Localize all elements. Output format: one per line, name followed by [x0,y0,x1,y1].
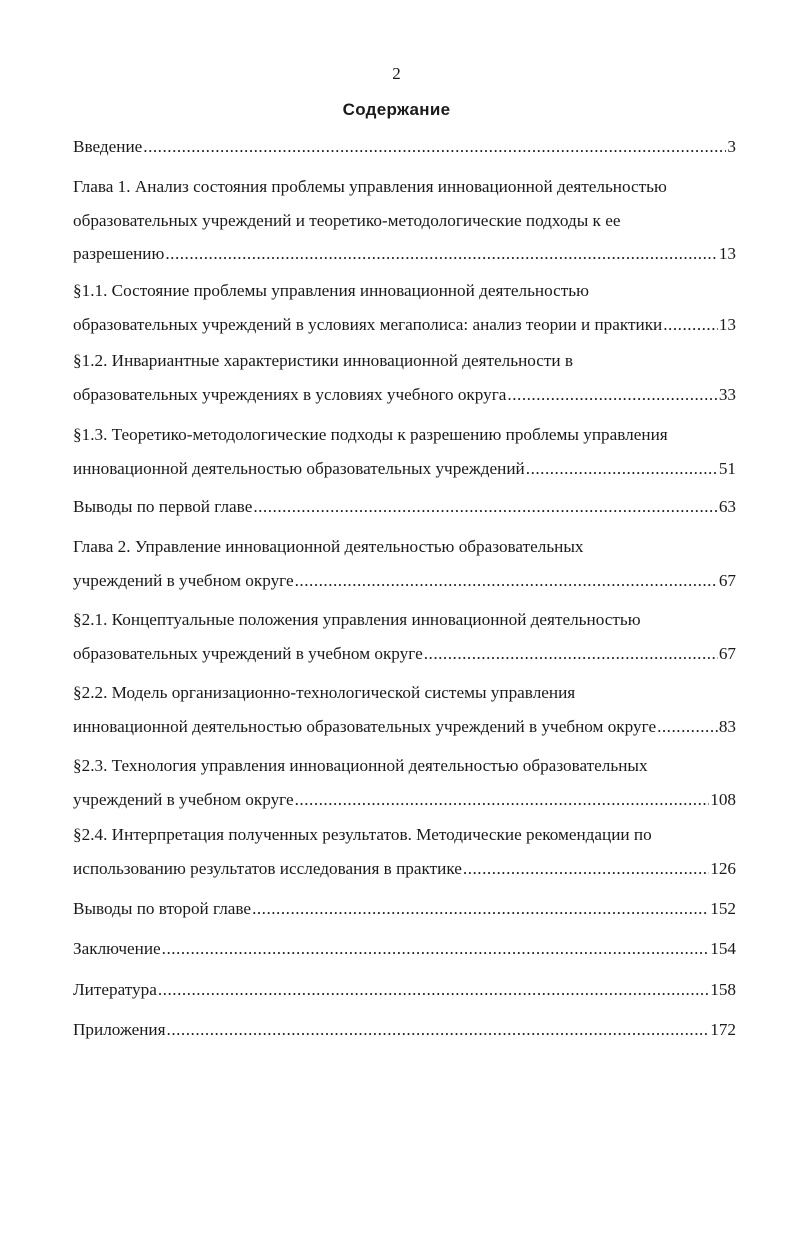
toc-entry-text: Заключение [73,939,161,958]
toc-leader-dots [165,237,717,271]
toc-page-number: 3 [727,137,736,156]
toc-page-number: 154 [710,939,736,958]
toc-page-number: 152 [710,899,736,918]
toc-entry-line [73,932,736,966]
toc-page-number: 67 [718,643,736,663]
toc-entry-section-2-2[interactable] [73,676,736,743]
toc-page-number: 108 [710,789,736,809]
toc-entry-chapter-2-conclusions[interactable] [73,892,736,926]
toc-entry-text: разрешению [73,244,165,263]
toc-entry-line [73,973,736,1007]
toc-entry-text: инновационной деятельностью образовательных учреждений в учебном округе [73,716,657,736]
toc-leader-dots [657,710,718,744]
toc-entry-text: Выводы по второй главе [73,899,252,918]
toc-entry-section-2-4[interactable] [73,818,736,885]
toc-entry-line [73,852,736,886]
toc-page-number: 13 [718,244,736,263]
toc-entry-text: образовательных учреждений в условиях мегаполиса: анализ теории и практики [73,314,663,334]
toc-entry-line [73,1013,736,1047]
page-number: 2 [392,64,401,83]
toc-entry-line [73,710,736,744]
toc-leader-dots [463,852,709,886]
toc-title: Содержание [342,100,451,119]
toc-page-number: 67 [718,570,736,590]
toc-page-number: 51 [718,458,736,478]
toc-entry-chapter-2[interactable] [73,530,736,597]
toc-entry-text: использованию результатов исследования в практике [73,858,462,878]
toc-page-number: 172 [710,1020,736,1039]
toc-entry-text: §1.3. Теоретико-методологические подходы к разрешению проблемы управления [73,425,668,444]
toc-entry-text: образовательных учреждений и теоретико-методологические подходы к ее [73,210,621,230]
toc-entry-text: Литература [73,980,157,999]
toc-page-number: 33 [718,384,736,404]
toc-entry-line [73,564,736,598]
toc-entry-section-1-3[interactable] [73,418,736,485]
toc-page-number: 63 [718,497,736,516]
toc-entry-line [73,308,736,342]
toc-leader-dots [663,308,718,342]
toc-entry-text: §2.1. Концептуальные положения управления инновационной деятельностью [73,610,641,629]
toc-entry-line [73,378,736,412]
toc-entry-section-1-1[interactable] [73,274,736,341]
toc-entry-text: образовательных учреждениях в условиях учебного округа [73,384,507,404]
toc-entry-text: §2.4. Интерпретация полученных результатов. Методические рекомендации по [73,825,652,844]
toc-leader-dots [253,490,717,524]
toc-page-number: 158 [710,980,736,999]
toc-leader-dots [162,932,710,966]
toc-entry-text: Глава 2. Управление инновационной деятельностью образовательных [73,537,584,556]
toc-entry-conclusion[interactable] [73,932,736,966]
toc-entry-chapter-1[interactable] [73,170,736,271]
toc-entry-introduction[interactable] [73,130,736,164]
toc-entry-literature[interactable] [73,973,736,1007]
toc-entry-line [73,892,736,926]
toc-page-number: 13 [718,314,736,334]
toc-entry-section-1-2[interactable] [73,344,736,411]
toc-entry-text: §1.1. Состояние проблемы управления инновационной деятельностью [73,281,589,300]
toc-leader-dots [143,130,726,164]
toc-entry-text: §1.2. Инвариантные характеристики инновационной деятельности в [73,351,574,370]
toc-entry-text: учреждений в учебном округе [73,789,294,809]
toc-entry-section-2-1[interactable] [73,603,736,670]
toc-entry-text: Глава 1. Анализ состояния проблемы управления инновационной деятельностью [73,177,667,196]
toc-entry-text: Выводы по первой главе [73,497,253,516]
toc-entry-chapter-1-conclusions[interactable] [73,490,736,524]
toc-entry-appendices[interactable] [73,1013,736,1047]
toc-entry-line [73,237,736,271]
toc-leader-dots [526,452,718,486]
toc-leader-dots [507,378,717,412]
toc-entry-text: инновационной деятельностью образовательных учреждений [73,458,525,478]
toc-entry-text: §2.3. Технология управления инновационной деятельностью образовательных [73,756,648,775]
toc-leader-dots [158,973,709,1007]
toc-leader-dots [167,1013,710,1047]
toc-page-number: 83 [718,716,736,736]
toc-page-number: 126 [710,858,736,878]
toc-entry-line [73,490,736,524]
toc-entry-text: Введение [73,137,143,156]
toc-entry-line [73,130,736,164]
toc-entry-text: Приложения [73,1020,166,1039]
toc-leader-dots [295,783,710,817]
toc-entry-text: образовательных учреждений в учебном округе [73,643,423,663]
toc-entry-section-2-3[interactable] [73,749,736,816]
toc-entry-text: §2.2. Модель организационно-технологической системы управления [73,683,576,702]
toc-entry-line [73,783,736,817]
toc-entry-line [73,452,736,486]
toc-entry-line [73,637,736,671]
toc-leader-dots [295,564,718,598]
toc-leader-dots [252,892,709,926]
toc-leader-dots [424,637,718,671]
toc-entry-text: учреждений в учебном округе [73,570,294,590]
